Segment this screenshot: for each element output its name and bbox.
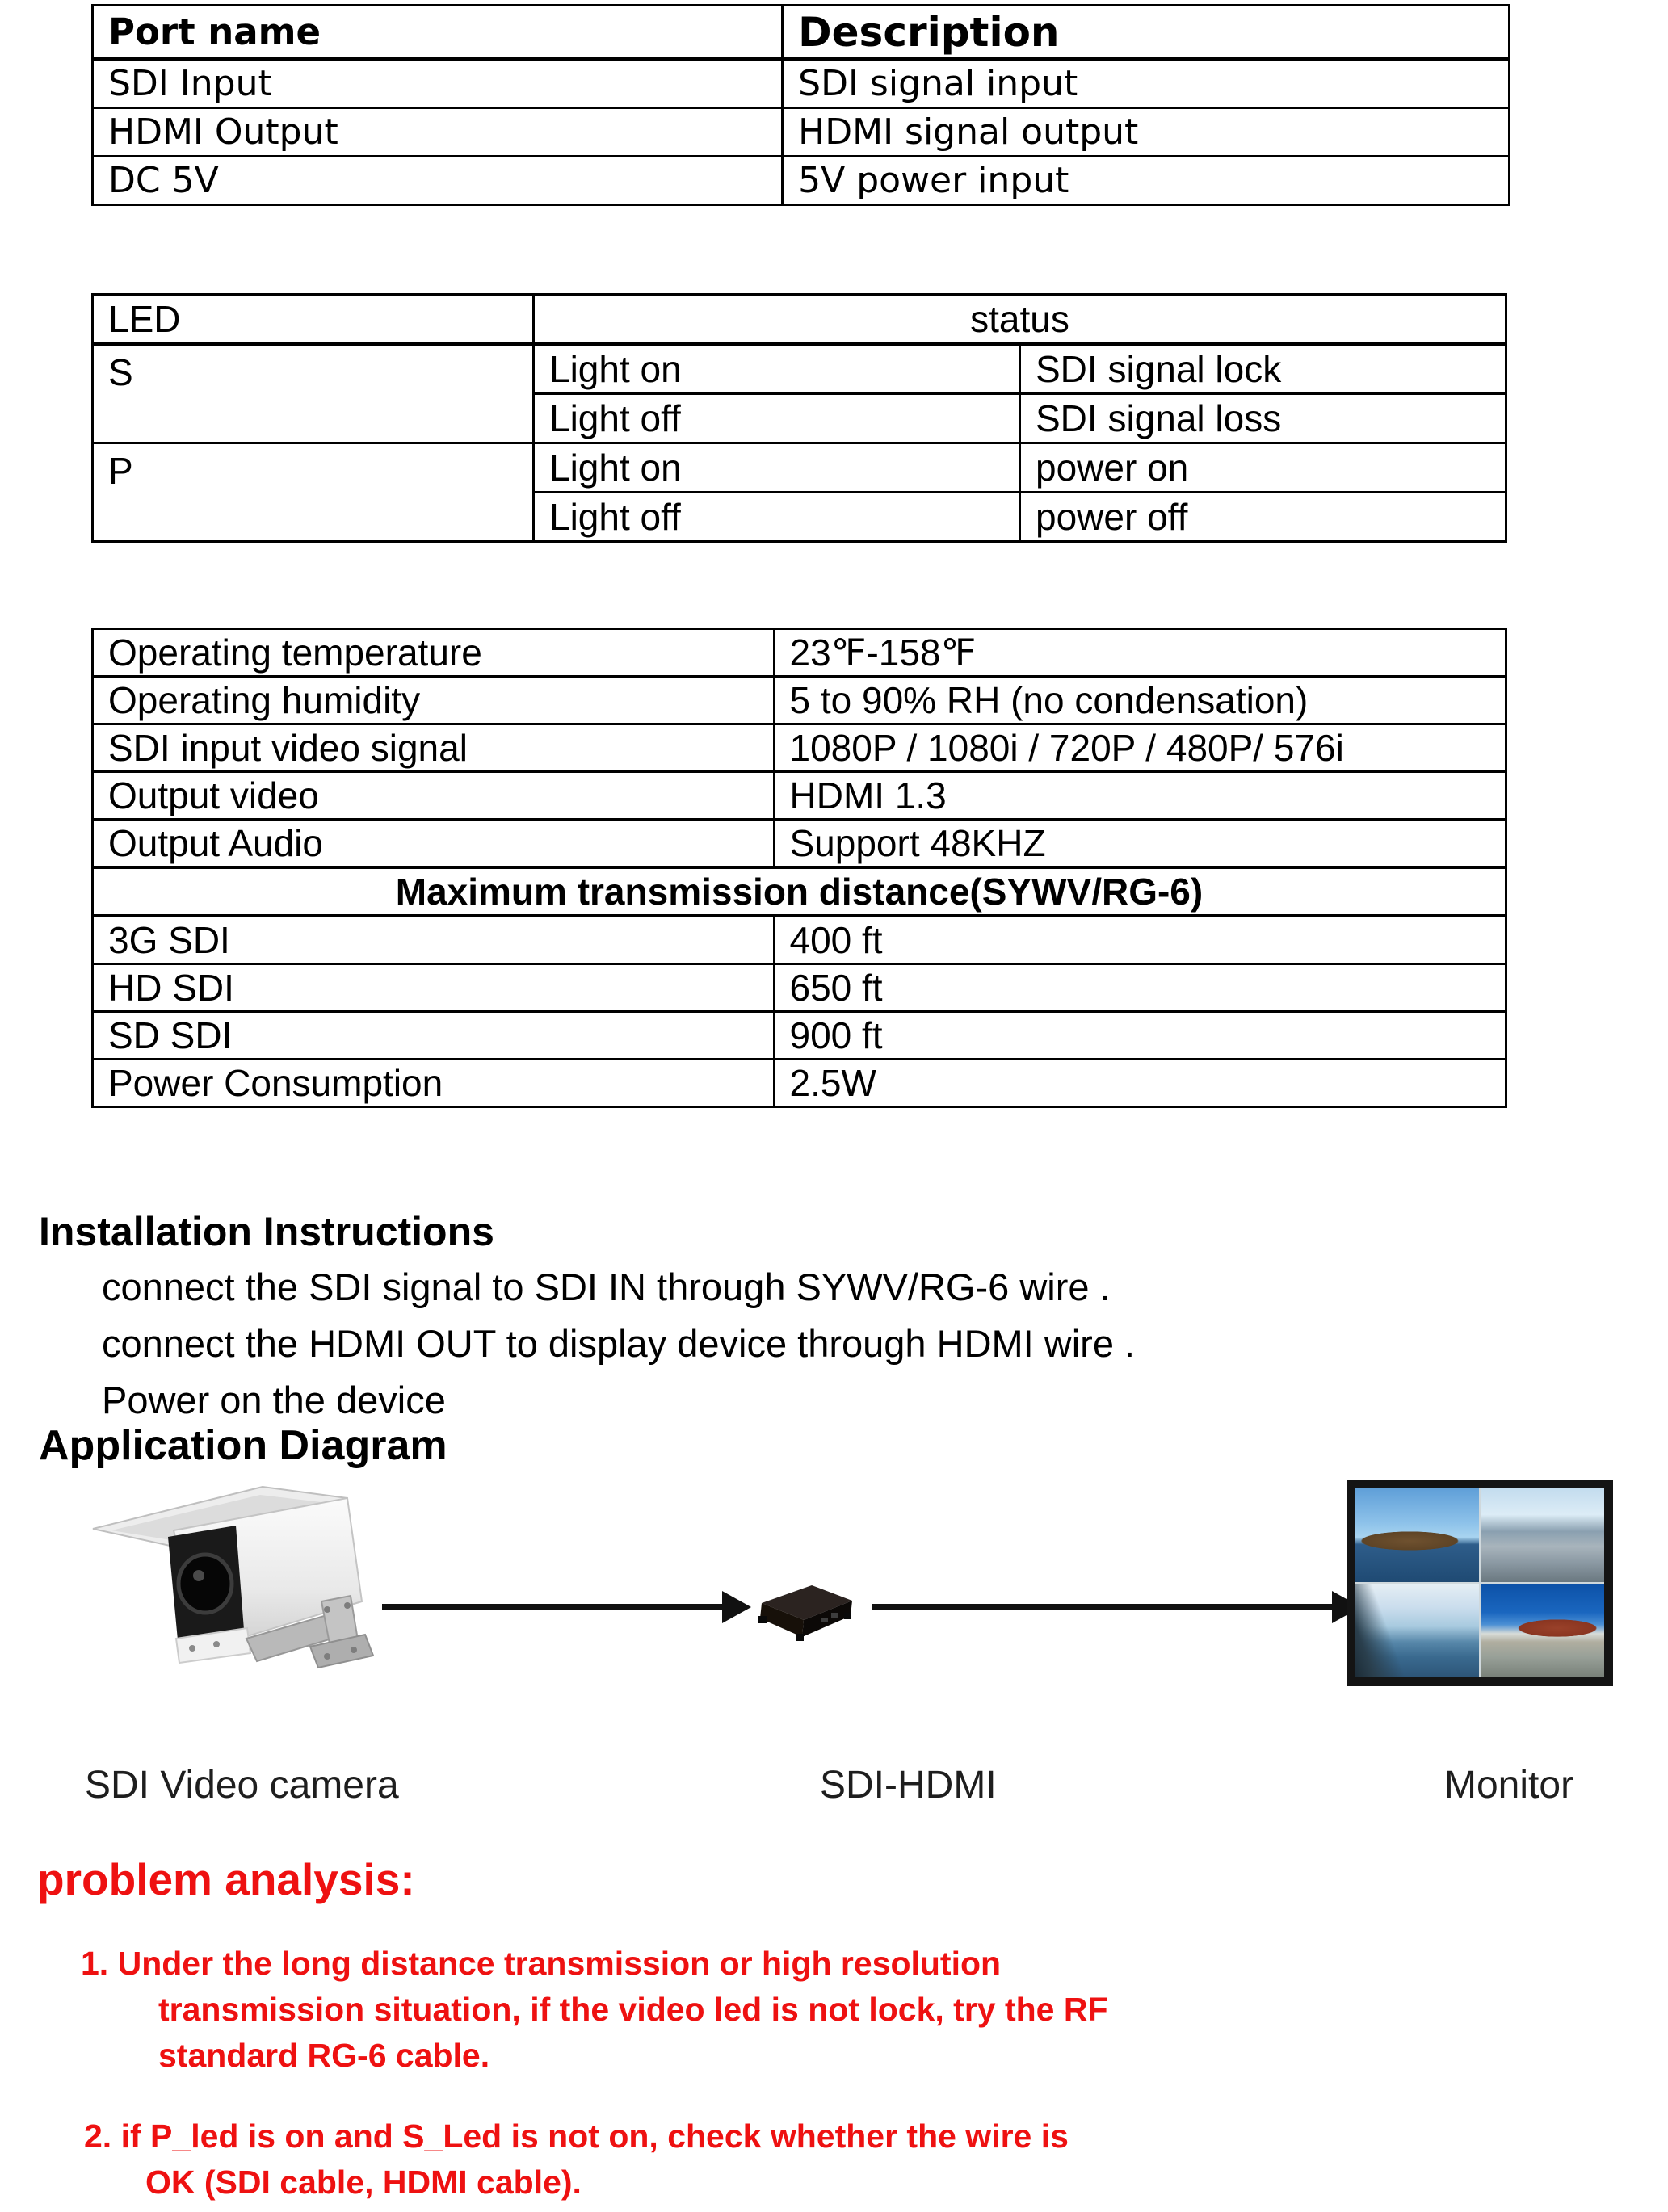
table-cell: SDI signal lock bbox=[1020, 344, 1506, 394]
table-cell: Light off bbox=[534, 394, 1020, 443]
problem-item-2-number: 2. bbox=[84, 2118, 112, 2155]
converter-label: SDI-HDMI bbox=[820, 1764, 997, 1807]
table-cell: SDI signal loss bbox=[1020, 394, 1506, 443]
max-distance-header: Maximum transmission distance(SYWV/RG-6) bbox=[93, 867, 1506, 916]
led-p-cell: P bbox=[93, 443, 534, 542]
table-cell: Light on bbox=[534, 443, 1020, 493]
installation-step-3: Power on the device bbox=[102, 1379, 446, 1421]
column-header-led: LED bbox=[93, 295, 534, 345]
table-cell: HD SDI bbox=[93, 964, 775, 1012]
table-cell: HDMI Output bbox=[93, 108, 783, 157]
table-row bbox=[93, 964, 1506, 1012]
table-cell: 23℉-158℉ bbox=[774, 629, 1506, 677]
table-cell: 1080P / 1080i / 720P / 480P/ 576i bbox=[774, 724, 1506, 772]
table-row bbox=[93, 677, 1506, 724]
table-cell: HDMI 1.3 bbox=[774, 772, 1506, 820]
table-cell: Operating temperature bbox=[93, 629, 775, 677]
monitor-feed-highway bbox=[1481, 1488, 1605, 1582]
problem-item-1-number: 1. bbox=[81, 1945, 109, 1982]
problem-analysis-heading: problem analysis: bbox=[37, 1854, 415, 1904]
table-cell: power off bbox=[1020, 493, 1506, 542]
problem-item-1-line-1 bbox=[81, 1945, 1001, 1983]
table-cell: Light on bbox=[534, 344, 1020, 394]
monitor-label: Monitor bbox=[1444, 1764, 1574, 1807]
column-header-status: status bbox=[534, 295, 1506, 345]
table-cell: Output video bbox=[93, 772, 775, 820]
table-row bbox=[93, 1060, 1506, 1107]
monitor-illustration bbox=[1347, 1480, 1613, 1686]
table-row bbox=[93, 443, 1506, 493]
specifications-table bbox=[91, 628, 1507, 1108]
table-cell: SDI input video signal bbox=[93, 724, 775, 772]
table-cell: 3G SDI bbox=[93, 916, 775, 964]
problem-item-2-line-2: OK (SDI cable, HDMI cable). bbox=[145, 2164, 582, 2201]
table-cell: SD SDI bbox=[93, 1012, 775, 1060]
table-cell: Power Consumption bbox=[93, 1060, 775, 1107]
column-header-port-name: Port name bbox=[93, 6, 783, 60]
table-cell: HDMI signal output bbox=[783, 108, 1510, 157]
table-cell: 400 ft bbox=[774, 916, 1506, 964]
table-cell: 5 to 90% RH (no condensation) bbox=[774, 677, 1506, 724]
led-status-table bbox=[91, 293, 1507, 543]
monitor-feed-temple bbox=[1481, 1584, 1605, 1678]
camera-label: SDI Video camera bbox=[85, 1764, 399, 1807]
application-diagram-heading: Application Diagram bbox=[39, 1422, 447, 1469]
arrow-camera-to-converter bbox=[382, 1604, 725, 1610]
table-cell: power on bbox=[1020, 443, 1506, 493]
table-cell: Support 48KHZ bbox=[774, 820, 1506, 868]
problem-item-1-line-2: transmission situation, if the video led is not lock, try the RF bbox=[158, 1991, 1108, 2028]
installation-instructions-heading: Installation Instructions bbox=[39, 1209, 494, 1254]
problem-item-2-text: if P_led is on and S_Led is not on, check whether the wire is bbox=[120, 2118, 1069, 2155]
table-row bbox=[93, 772, 1506, 820]
table-cell: DC 5V bbox=[93, 157, 783, 205]
sdi-hdmi-converter-illustration bbox=[747, 1579, 864, 1647]
problem-item-1-text: Under the long distance transmission or high resolution bbox=[117, 1945, 1002, 1982]
column-header-description: Description bbox=[783, 6, 1510, 60]
monitor-feed-harbor bbox=[1355, 1584, 1479, 1678]
table-cell: 900 ft bbox=[774, 1012, 1506, 1060]
table-header-row bbox=[93, 295, 1506, 345]
table-row bbox=[93, 108, 1510, 157]
table-cell: 650 ft bbox=[774, 964, 1506, 1012]
problem-item-1-line-3: standard RG-6 cable. bbox=[158, 2037, 490, 2074]
table-row bbox=[93, 629, 1506, 677]
installation-step-2: connect the HDMI OUT to display device through HDMI wire . bbox=[102, 1322, 1136, 1365]
table-cell: 5V power input bbox=[783, 157, 1510, 205]
port-description-table bbox=[91, 4, 1510, 206]
table-row bbox=[93, 157, 1510, 205]
table-cell: Output Audio bbox=[93, 820, 775, 868]
table-cell: Operating humidity bbox=[93, 677, 775, 724]
sdi-camera-illustration bbox=[81, 1480, 400, 1686]
arrow-converter-to-monitor bbox=[872, 1604, 1334, 1610]
monitor-feed-island bbox=[1355, 1488, 1479, 1582]
table-row bbox=[93, 916, 1506, 964]
monitor-quad-view bbox=[1355, 1488, 1604, 1677]
table-cell: Light off bbox=[534, 493, 1020, 542]
problem-item-2-line-1 bbox=[84, 2118, 1069, 2155]
table-cell: SDI Input bbox=[93, 59, 783, 108]
installation-step-1: connect the SDI signal to SDI IN through SYWV/RG-6 wire . bbox=[102, 1265, 1111, 1308]
table-row bbox=[93, 724, 1506, 772]
table-row bbox=[93, 1012, 1506, 1060]
table-cell: SDI signal input bbox=[783, 59, 1510, 108]
table-span-header-row bbox=[93, 867, 1506, 916]
table-cell: 2.5W bbox=[774, 1060, 1506, 1107]
table-row bbox=[93, 59, 1510, 108]
table-row bbox=[93, 344, 1506, 394]
table-row bbox=[93, 820, 1506, 868]
table-header-row bbox=[93, 6, 1510, 60]
led-s-cell: S bbox=[93, 344, 534, 443]
